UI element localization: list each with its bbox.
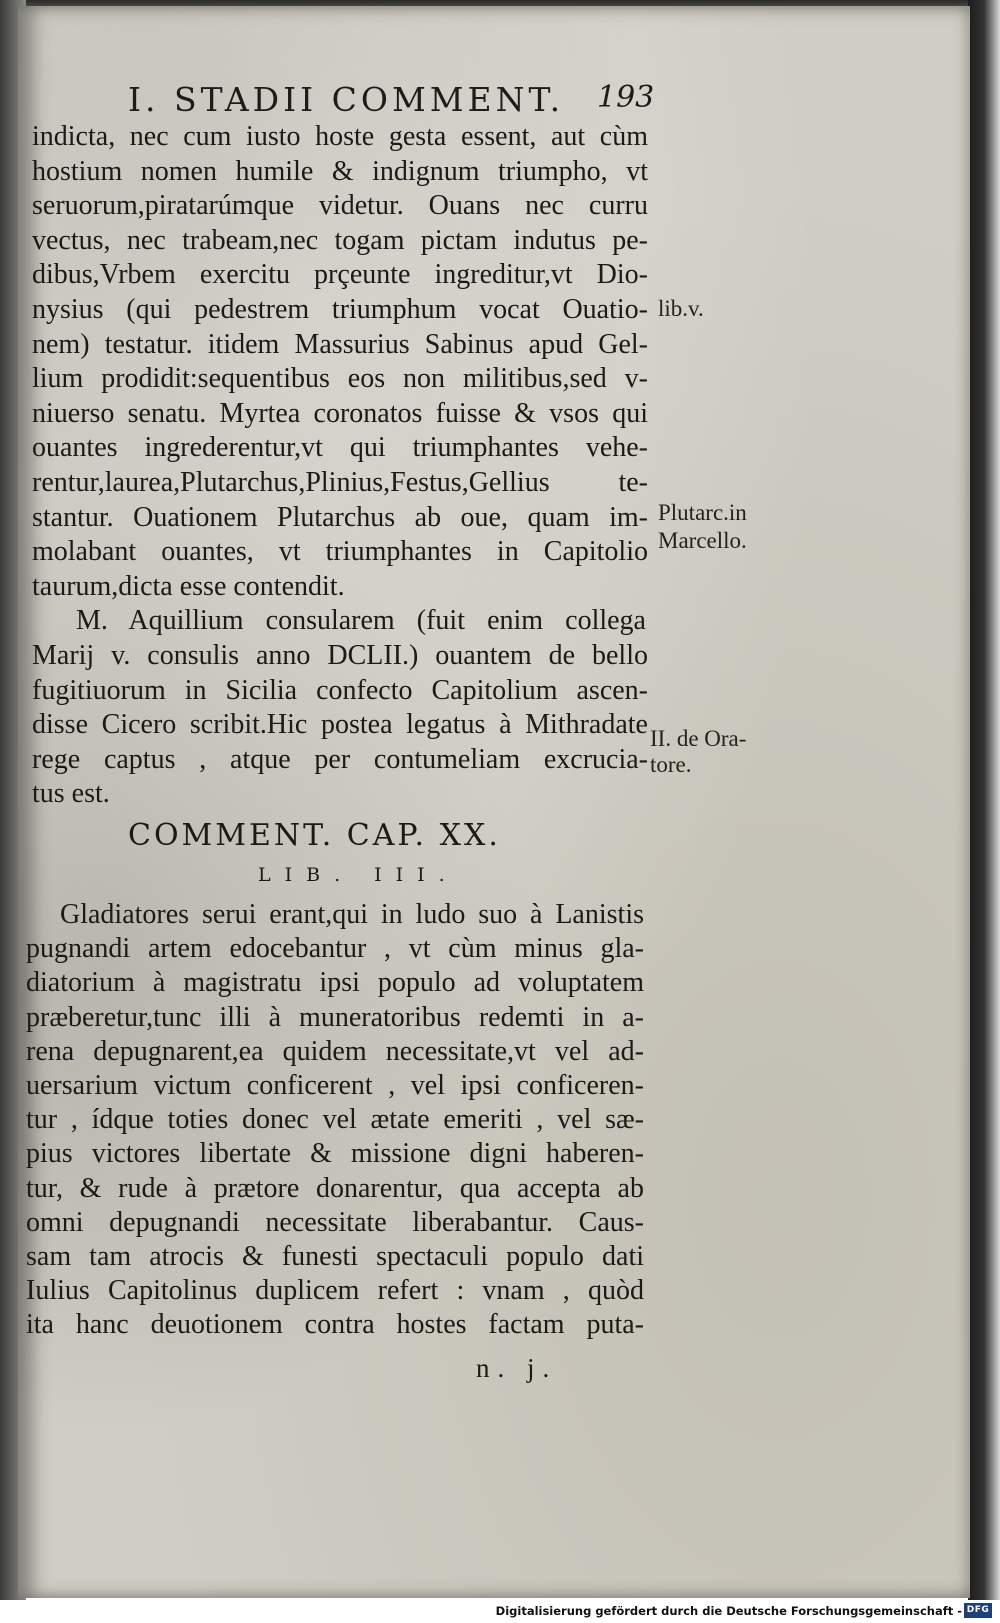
- text-line: vectus, nec trabeam,nec togam pictam indutus pe-: [32, 224, 648, 256]
- text-line: sam tam atrocis & funesti spectaculi populo dati: [26, 1241, 644, 1272]
- text-line: pius victores libertate & missione digni haberen-: [26, 1138, 644, 1170]
- text-line: disse Cicero scribit.Hic postea legatus à Mithradate: [32, 709, 648, 741]
- text-line: fugitiuorum in Sicilia confecto Capitolium ascen-: [32, 674, 648, 706]
- dfg-logo: DFG: [964, 1603, 992, 1618]
- margin-note-plutarch-line2: Marcello.: [658, 528, 747, 553]
- text-line: ita hanc deuotionem contra hostes factam puta-: [26, 1309, 644, 1341]
- text-line: nem) testatur. itidem Massurius Sabinus apud Gel-: [32, 328, 648, 360]
- running-head: I. STADII COMMENT.: [128, 80, 565, 119]
- signature-mark: n. j.: [476, 1353, 558, 1383]
- text-line: molabant ouantes, vt triumphantes in Capitolio: [32, 536, 648, 568]
- text-line: nysius (qui pedestrem triumphum vocat Ouatio-: [32, 294, 648, 325]
- text-line: præberetur,tunc illi à muneratoribus redemti in a-: [26, 1001, 644, 1033]
- text-line: tur , ídque toties donec vel ætate emeriti , vel sæ-: [26, 1104, 644, 1136]
- text-line: seruorum,piratarúmque videtur. Ouans nec curru: [32, 190, 648, 222]
- text-line: rege captus , atque per contumeliam excrucia-: [32, 743, 648, 775]
- margin-note-plutarch-line1: Plutarc.in: [658, 500, 747, 525]
- text-line: tus est.: [32, 778, 110, 810]
- text-line: ouantes ingrederentur,vt qui triumphantes vehe-: [32, 432, 648, 464]
- page-number: 193: [597, 80, 655, 115]
- text-line: dibus,Vrbem exercitu prçeunte ingreditur,vt Dio-: [32, 259, 648, 291]
- chapter-heading: COMMENT. CAP. XX.: [128, 818, 501, 853]
- text-line: M. Aquillium consularem (fuit enim collega: [76, 605, 646, 637]
- margin-note-lib-v: lib.v.: [658, 296, 704, 321]
- scan-right-edge: [968, 0, 1000, 1600]
- footer-credit: Digitalisierung gefördert durch die Deutsche Forschungsgemeinschaft -: [495, 1604, 962, 1618]
- book-heading: LIB. III.: [258, 864, 459, 886]
- text-line: omni depugnandi necessitate liberabantur. Caus-: [26, 1206, 644, 1238]
- text-line: niuerso senatu. Myrtea coronatos fuisse & vsos qui: [32, 397, 648, 429]
- text-line: Gladiatores serui erant,qui in ludo suo à Lanistis: [60, 899, 644, 930]
- text-line: stantur. Ouationem Plutarchus ab oue, quam im-: [32, 501, 648, 533]
- text-line: Iulius Capitolinus duplicem refert : vnam , quòd: [26, 1275, 644, 1307]
- text-line: uersarium victum conficerent , vel ipsi conficeren-: [26, 1070, 644, 1101]
- text-line: indicta, nec cum iusto hoste gesta essent, aut cùm: [32, 121, 648, 152]
- margin-note-de-oratore-line2: tore.: [650, 752, 692, 777]
- text-line: diatorium à magistratu ipsi populo ad voluptatem: [26, 967, 644, 999]
- text-line: pugnandi artem edocebantur , vt cùm minus gla-: [26, 933, 644, 965]
- text-line: hostium nomen humile & indignum triumpho, vt: [32, 155, 648, 187]
- text-line: Marij v. consulis anno DCLII.) ouantem de bello: [32, 640, 648, 671]
- text-line: lium prodidit:sequentibus eos non militibus,sed v-: [32, 363, 648, 395]
- text-line: rentur,laurea,Plutarchus,Plinius,Festus,Gellius te-: [32, 467, 648, 498]
- text-line: tur, & rude à prætore donarentur, qua accepta ab: [26, 1172, 644, 1204]
- margin-note-de-oratore-line1: II. de Ora-: [650, 726, 747, 751]
- text-line: rena depugnarent,ea quidem necessitate,vt vel ad-: [26, 1035, 644, 1067]
- text-line: taurum,dicta esse contendit.: [32, 570, 345, 602]
